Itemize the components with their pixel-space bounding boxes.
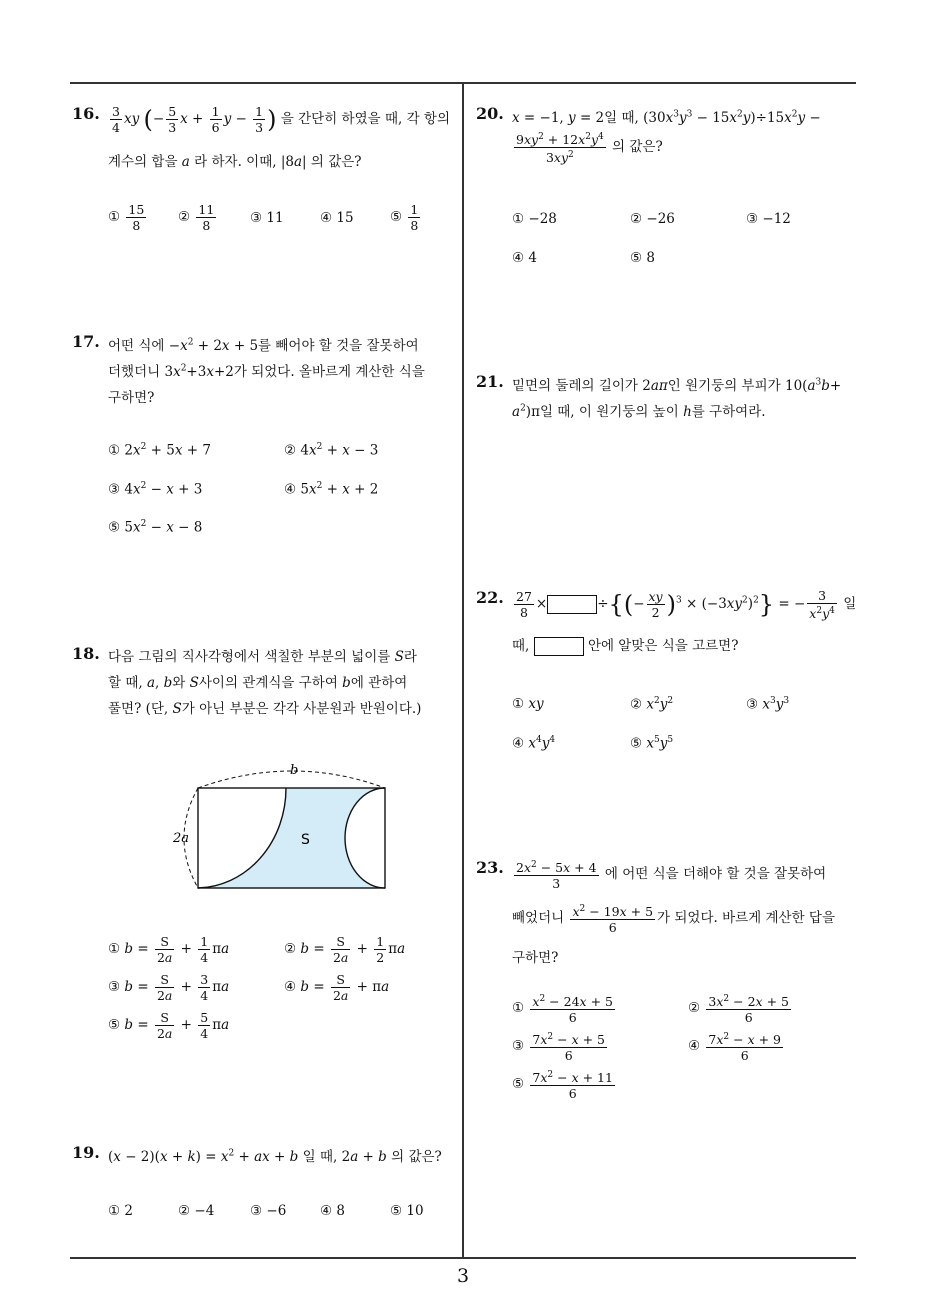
question-18-line-1: 다음 그림의 직사각형에서 색칠한 부분의 넓이를 S라 <box>108 649 417 665</box>
answer-choice-1[interactable]: ① $2x^2 + 5x + 7$ <box>108 442 211 459</box>
question-22 <box>476 588 861 758</box>
bottom-rule <box>70 1257 856 1259</box>
answer-choice-2[interactable]: ② $x^2y^2$ <box>630 696 674 713</box>
answer-choice-1[interactable]: ① b = $\frac{S}{2a}$ + $\frac{1}{4}$ πa <box>108 934 230 965</box>
question-number: 18. <box>72 644 100 663</box>
question-20 <box>476 104 861 274</box>
question-18-line-3: 풀면? (단, S가 아닌 부분은 각각 사분원과 반원이다.) <box>108 701 422 717</box>
answer-choice-5[interactable]: ⑤ $\frac{1}{8}$ <box>390 202 419 233</box>
question-number: 22. <box>476 588 504 607</box>
answer-choice-3[interactable]: ③ −12 <box>746 211 791 227</box>
answer-choice-5[interactable]: ⑤ 8 <box>630 250 655 266</box>
answer-choice-4[interactable]: ④ 4 <box>512 250 537 266</box>
answer-choice-2[interactable]: ② b = $\frac{S}{2a}$ + $\frac{1}{2}$ πa <box>284 934 406 965</box>
question-21 <box>476 372 861 432</box>
answer-blank-box <box>534 637 584 656</box>
question-21-line-2: $a^2)\pi$일 때, 이 원기둥의 높이 h를 구하여라. <box>512 403 766 420</box>
answer-choice-2[interactable]: ② $\frac{3x^2 - 2x + 5}{6}$ <box>688 994 789 1026</box>
question-number: 21. <box>476 372 504 391</box>
rectangle-figure <box>168 760 468 895</box>
question-22-line-2: 때, 안에 알맞은 식을 고르면? <box>512 638 739 654</box>
question-17 <box>72 332 457 542</box>
answer-choice-3[interactable]: ③ b = $\frac{S}{2a}$ + $\frac{3}{4}$ πa <box>108 972 230 1003</box>
answer-choice-5[interactable]: ⑤ $x^5y^5$ <box>630 735 674 752</box>
question-number: 17. <box>72 332 100 351</box>
answer-choice-1[interactable]: ① xy <box>512 696 544 712</box>
question-23-line-1: $\frac{2x^2 - 5x + 4}{3}$ 에 어떤 식을 더해야 할 것을 잘못하여 <box>516 860 827 892</box>
answer-choice-5[interactable]: ⑤ $5x^2 - x - 8$ <box>108 519 203 536</box>
question-18-line-2: 할 때, a, b와 S사이의 관계식을 구하여 b에 관하여 <box>108 675 408 691</box>
question-22-line-1: $\frac{27}{8}$ × ÷{(− $\frac{xy}{2}$ )$^3 \times (-3xy^2)^2$} = − $\frac{3}{x^2y^4}$ 일 <box>516 588 857 622</box>
question-number: 19. <box>72 1143 100 1162</box>
question-20-line-1: x = −1, y = 2일 때, $(30x^3y^3 - 15x^2y)\div 15x^2y$ − <box>512 109 821 126</box>
question-16 <box>72 104 457 244</box>
answer-choice-3[interactable]: ③ $\frac{7x^2 - x + 5}{6}$ <box>512 1032 606 1064</box>
answer-choice-2[interactable]: ② $4x^2 + x - 3$ <box>284 442 379 459</box>
answer-blank-box <box>547 595 597 614</box>
answer-choice-5[interactable]: ⑤ b = $\frac{S}{2a}$ + $\frac{5}{4}$ πa <box>108 1010 230 1041</box>
question-17-line-3: 구하면? <box>108 390 155 406</box>
question-19-line-1: $(x - 2)(x + k) = x^2$ + ax + b 일 때, 2a + b 의 값은? <box>108 1148 442 1165</box>
question-16-line-2: 계수의 합을 a 라 하자. 이때, |8a| 의 값은? <box>108 154 362 170</box>
answer-choice-3[interactable]: ③ −6 <box>250 1203 287 1219</box>
question-17-line-1: 어떤 식에 $-x^2 + 2x + 5$를 빼어야 할 것을 잘못하여 <box>108 337 419 354</box>
answer-choice-4[interactable]: ④ 15 <box>320 210 354 226</box>
answer-choice-1[interactable]: ① $\frac{x^2 - 24x + 5}{6}$ <box>512 994 613 1026</box>
question-number: 20. <box>476 104 504 123</box>
question-23 <box>476 858 861 1118</box>
answer-choice-4[interactable]: ④ 8 <box>320 1203 345 1219</box>
question-18 <box>72 644 457 1054</box>
question-17-line-2: 더했더니 $3x^2+3x+2$가 되었다. 올바르게 계산한 식을 <box>108 363 425 380</box>
answer-choice-2[interactable]: ② $\frac{11}{8}$ <box>178 202 215 233</box>
question-23-line-3: 구하면? <box>512 950 559 966</box>
answer-choice-3[interactable]: ③ $x^3y^3$ <box>746 696 790 713</box>
question-20-line-2: $\frac{9xy^2 + 12x^2y^4}{3xy^2}$ 의 값은? <box>516 132 663 166</box>
question-number: 23. <box>476 858 504 877</box>
answer-choice-1[interactable]: ① $\frac{15}{8}$ <box>108 202 145 233</box>
answer-choice-3[interactable]: ③ 11 <box>250 210 284 226</box>
region-label: S <box>301 832 310 848</box>
question-number: 16. <box>72 104 100 123</box>
top-label: b <box>290 763 299 778</box>
answer-choice-4[interactable]: ④ b = $\frac{S}{2a}$ + πa <box>284 972 390 1003</box>
answer-choice-1[interactable]: ① −28 <box>512 211 557 227</box>
question-21-line-1: 밑면의 둘레의 길이가 2aπ인 원기둥의 부피가 $10(a^3b+$ <box>512 377 842 394</box>
answer-choice-4[interactable]: ④ $5x^2 + x + 2$ <box>284 481 379 498</box>
answer-choice-5[interactable]: ⑤ 10 <box>390 1203 424 1219</box>
question-23-line-2: 빼었더니 $\frac{x^2 - 19x + 5}{6}$ 가 되었다. 바르게 계산한 답을 <box>512 904 835 936</box>
answer-choice-1[interactable]: ① 2 <box>108 1203 133 1219</box>
answer-choice-3[interactable]: ③ $4x^2 - x + 3$ <box>108 481 203 498</box>
answer-choice-2[interactable]: ② −26 <box>630 211 675 227</box>
page-number: 3 <box>456 1265 470 1287</box>
answer-choice-5[interactable]: ⑤ $\frac{7x^2 - x + 11}{6}$ <box>512 1070 613 1102</box>
question-16-line-1: $\frac{3}{4}$ xy (− $\frac{5}{3}$ x + $\frac{1}{6}$ y − $\frac{1}{3}$ ) 을 간단히 하였을 때, 각 항의 <box>112 104 450 135</box>
answer-choice-4[interactable]: ④ $\frac{7x^2 - x + 9}{6}$ <box>688 1032 782 1064</box>
question-19 <box>72 1143 457 1223</box>
answer-choice-4[interactable]: ④ $x^4y^4$ <box>512 735 556 752</box>
column-divider <box>462 82 464 1258</box>
side-label: 2a <box>173 831 190 846</box>
answer-choice-2[interactable]: ② −4 <box>178 1203 215 1219</box>
